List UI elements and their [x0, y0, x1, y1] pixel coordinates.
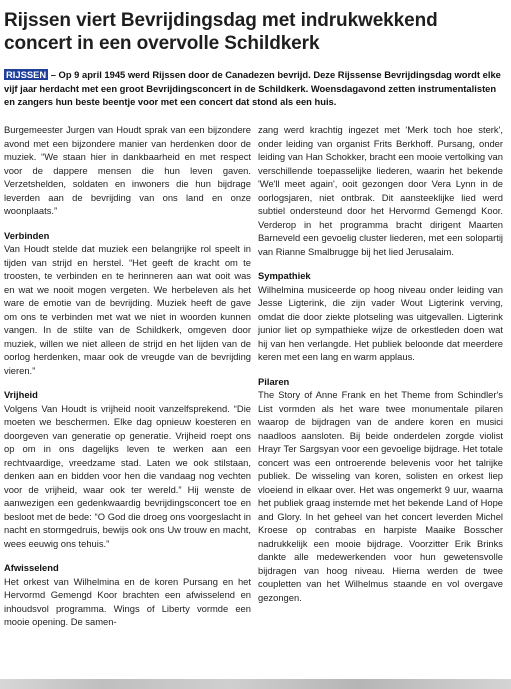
paragraph: Wilhelmina musiceerde op hoog niveau onder leiding van Jesse Ligterink, die zijn vader Wout Ligterink verving, omdat die door ziekte plotseling was uitgevallen. Ligterink junior liet op sympathieke wijze de orkestleden doen wat hij van hen verlangde. Het publiek beloonde dat meerdere keren met een lang en warm applaus.: [258, 283, 503, 362]
subheading-sympathiek: Sympathiek: [258, 270, 311, 281]
subheading-pilaren: Pilaren: [258, 375, 290, 387]
right-column: [258, 123, 503, 615]
paragraph: Volgens Van Houdt is vrijheid nooit vanzelfsprekend. “Die moeten we beschermen. Elke dag opnieuw koesteren en doorgeven van generatie op generatie. Vrijheid roept ons op om in ons dagelijks leven te werken aan een rechtvaardige, vreedzame stad. Laten we ook stilstaan, denken aan en bidden voor hen die vandaag nog vechten voor de vrijheid, waar ook ter wereld.” Hij wenste de aanwezigen een gedenkwaardig bevrijdingsconcert toe en besloot met de bede: “O God die droeg ons voorgeslacht in nacht en stormgedruis, bewijs ook ons Uw trouw en macht, wees eeuwig ons tehuis.”: [4, 402, 251, 549]
lead-text: – Op 9 april 1945 werd Rijssen door de Canadezen bevrijd. Deze Rijssense Bevrijdingsdag wordt elke vijf jaar herdacht met een groot Bevrijdingsconcert in de Schildkerk. Woensdagavond zetten instrumentalisten en zangers hun beste beentje voor met een concert dat stond als een huis.: [4, 69, 501, 107]
paragraph: zang werd krachtig ingezet met 'Merk toch hoe sterk', onder leiding van organist Frits Berkhoff. Pursang, onder leiding van Han Schokker, bracht een mooie vertolking van verschillende toepasselijke liederen, waarin het bekende 'We'll meet again', ooit gezongen door Vera Lynn in de oorlogsjaren, niet ontbrak. Dit aansteeklijke lied werd subtiel ondersteund door het Hervormd Gemengd Koor. Verderop in het programma bracht dirigent Maarten Barneveld een gevoelig cluster liederen, met een solopartij van Rianne Smalbrugge bij het lied Jerusalaim.: [258, 124, 503, 257]
paragraph: Van Houdt stelde dat muziek een belangrijke rol speelt in tijden van strijd en herstel. “Het geeft de kracht om te troosten, te verbinden en te herinneren aan wat ooit was en wat we nooit mogen vergeten. We herbeleven als het ware de emotie van de bevrijding. Muziek heeft de gave om ons te verbinden met wat we niet in woorden kunnen vangen. In de stilte van de Schildkerk, omgeven door muziek, willen we niet alleen de strijd en het lijden van de oorlog herdenken, maar ook de vreugde van de bevrijding vieren.”: [4, 243, 251, 376]
subheading-vrijheid: Vrijheid: [4, 389, 38, 400]
photo-strip-edge: [0, 679, 511, 689]
paragraph: Het orkest van Wilhelmina en de koren Pursang en het Hervormd Gemengd Koor brachten een afwisselend en inhoudsvol programma. Wings of Liberty vormde een mooie opening. De samen-: [4, 575, 251, 627]
subheading-afwisselend: Afwisselend: [4, 562, 59, 573]
dateline-place: RIJSSEN: [6, 69, 47, 80]
subheading-verbinden: Verbinden: [4, 229, 50, 241]
article-headline: Rijssen viert Bevrijdingsdag met indrukwekkend concert in een overvolle Schildkerk: [4, 10, 438, 54]
paragraph: Burgemeester Jurgen van Houdt sprak van een bijzondere avond met een bijzondere manier van herdenken door de muziek. “We staan hier in dankbaarheid en met respect voor de dappere mensen die hun leven gaven. Verzetshelden, soldaten en inwoners die hun bijdrage leverden aan de bevrijding van ons land en onze woonplaats.”: [4, 124, 251, 216]
left-column: [4, 123, 251, 640]
paragraph: The Story of Anne Frank en het Theme from Schindler's List vormden als het ware twee monumentale pilaren waarop de bijdragen van de andere koren en musici naadloos aansloten. Bij beide onderdelen zorgde violist Hrayr Ter Sargsyan voor een gevoelige bijdrage. Het totale concert was een ontroerende belevenis voor het talrijke publiek. De wisseling van koren, solisten en orkest liep vloeiend in elkaar over. Het was ongemerkt 9 uur, waarna het publiek graag instemde met het bekende Land of Hope and Glory. In het geheel van het concert leverden Michel Kroese op contrabas en harpiste Maaike Bosscher nadrukkelijk een mooie bijdrage. Voorzitter Erik Brinks dankte alle medewerkenden voor hun gewetensvolle bijdragen van hoog niveau. Hierna werden de twee coupletten van het Wilhelmus staande en vol overgave gezongen.: [258, 389, 503, 603]
article-lead: [4, 68, 504, 109]
